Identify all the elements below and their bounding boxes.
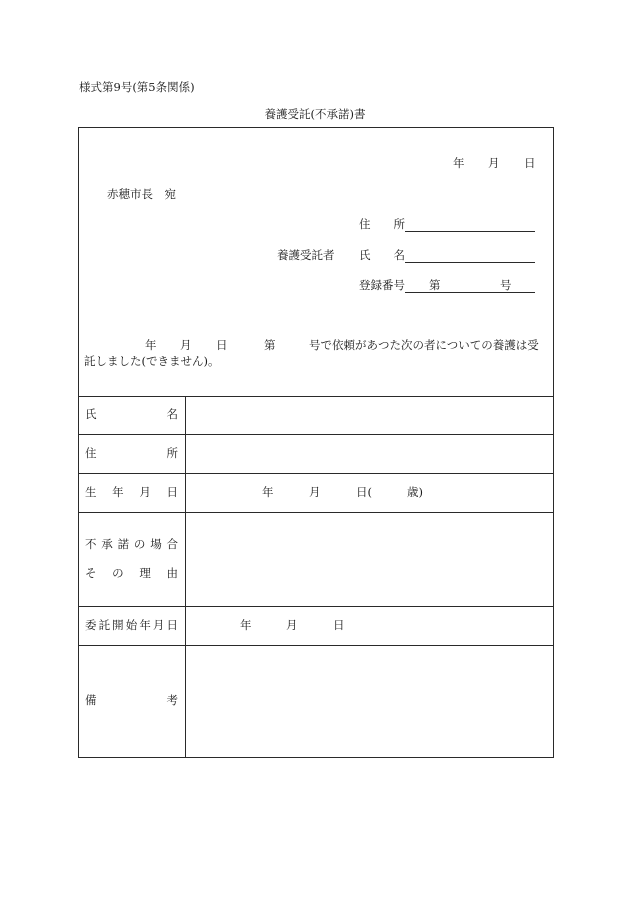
row-label-char: 委	[85, 618, 97, 632]
body-year: 年	[145, 338, 157, 352]
registration-field-line[interactable]	[405, 292, 535, 293]
row-label-char: 所	[166, 446, 178, 460]
birthdate-month: 月	[309, 485, 321, 499]
row-label-char: 年	[112, 485, 124, 499]
row-label-address	[85, 448, 178, 460]
row-label-char: 不	[85, 537, 97, 551]
row-label-char: 名	[166, 407, 178, 421]
address-field-line[interactable]	[405, 231, 535, 232]
row-label-char: 理	[139, 566, 151, 580]
page-title: 養護受託(不承諾)書	[264, 107, 366, 121]
birthdate-day: 日(	[356, 485, 372, 499]
row-label-char: 由	[166, 566, 178, 580]
row-label-char: 氏	[85, 407, 97, 421]
row-label-char: 年	[139, 618, 151, 632]
row-label-char: 開	[112, 618, 124, 632]
name-value-cell[interactable]	[186, 397, 552, 434]
name-label: 氏 名	[359, 248, 405, 262]
header-date-month: 月	[488, 156, 500, 170]
row-label-char: 月	[139, 485, 151, 499]
start-date-day: 日	[333, 618, 345, 632]
row-label-char: 日	[166, 485, 178, 499]
address-label: 住 所	[359, 217, 405, 231]
registration-label: 登録番号	[359, 278, 405, 292]
body-day: 日	[216, 338, 228, 352]
row-label-remarks	[85, 695, 178, 707]
registration-dai: 第	[429, 278, 441, 292]
form-number: 様式第9号(第5条関係)	[79, 80, 195, 94]
address-value-cell[interactable]	[186, 435, 552, 473]
row-label-name	[85, 409, 178, 421]
header-date-year: 年	[453, 156, 465, 170]
row-label-char: 場	[150, 537, 162, 551]
body-text-line1: 号で依頼があつた次の者についての養護は受	[309, 338, 539, 352]
row-label-char: 始	[125, 618, 138, 632]
body-text-line2: 託しました(できません)。	[84, 354, 220, 368]
row-label-char: 承	[101, 537, 113, 551]
row-label-char: 生	[85, 485, 97, 499]
row-label-char: 考	[166, 693, 178, 707]
row-label-start-date	[85, 620, 178, 632]
header-date-day: 日	[524, 156, 536, 170]
row-label-char: の	[112, 566, 124, 580]
row-label-char: 日	[166, 618, 178, 632]
row-label-char: そ	[85, 566, 97, 580]
row-label-char: の	[133, 537, 146, 551]
row-label-char: 備	[85, 693, 97, 707]
birthdate-age: 歳)	[407, 485, 423, 499]
birthdate-year: 年	[262, 485, 274, 499]
refusal-reason-value-cell[interactable]	[186, 513, 552, 606]
row-label-birthdate	[85, 487, 178, 499]
row-label-char: 諾	[117, 537, 130, 551]
row-label-refusal-line2	[85, 568, 178, 580]
addressee: 赤穂市長 宛	[107, 187, 176, 201]
registration-go: 号	[500, 278, 512, 292]
row-label-char: 月	[152, 618, 165, 632]
row-label-char: 住	[85, 446, 97, 460]
trustee-label: 養護受託者	[277, 248, 335, 262]
row-label-refusal-line1	[85, 539, 178, 551]
start-date-month: 月	[286, 618, 298, 632]
start-date-year: 年	[240, 618, 252, 632]
body-dai: 第	[264, 338, 276, 352]
row-label-char: 合	[166, 537, 178, 551]
remarks-value-cell[interactable]	[186, 646, 552, 756]
row-label-char: 託	[98, 618, 111, 632]
name-field-line[interactable]	[405, 262, 535, 263]
body-month: 月	[180, 338, 192, 352]
